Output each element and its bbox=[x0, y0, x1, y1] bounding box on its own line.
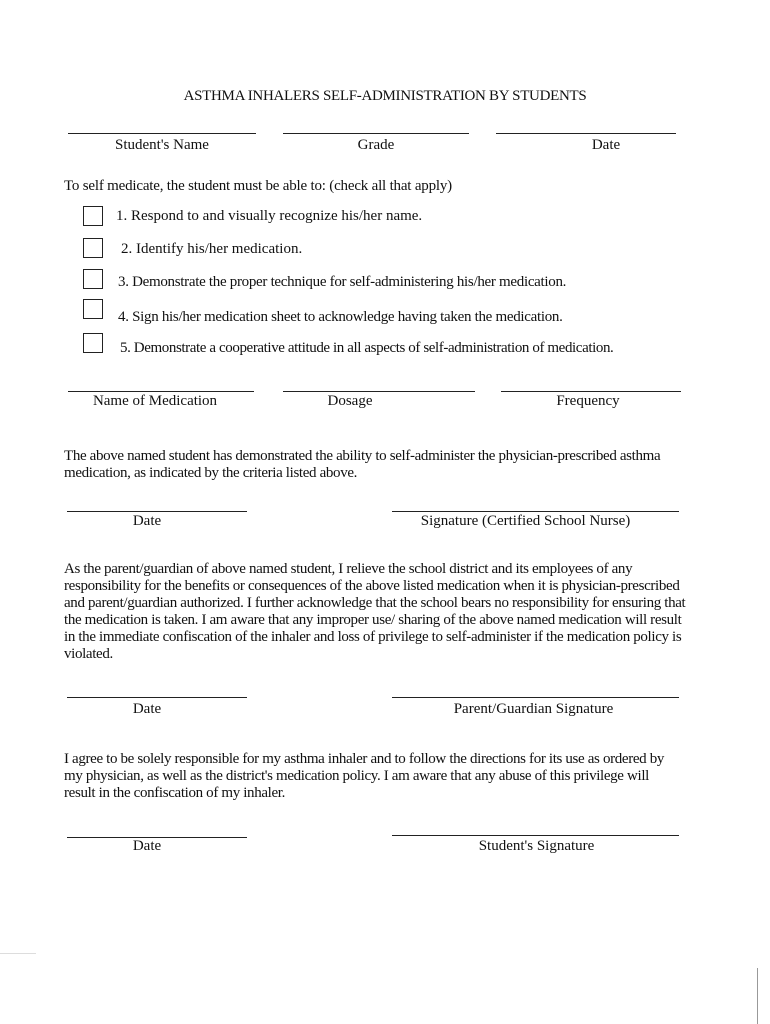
student-name-label: Student's Name bbox=[115, 137, 209, 153]
criterion-5-label: 5. Demonstrate a cooperative attitude in all aspects of self-administration of medication. bbox=[120, 340, 614, 356]
frequency-line[interactable] bbox=[501, 391, 681, 392]
parent-signature-line[interactable] bbox=[392, 697, 679, 698]
criterion-1-label: 1. Respond to and visually recognize his/her name. bbox=[116, 208, 423, 224]
nurse-signature-label: Signature (Certified School Nurse) bbox=[420, 513, 631, 529]
page-edge-mark bbox=[0, 953, 36, 954]
medication-name-line[interactable] bbox=[68, 391, 254, 392]
page-edge-line bbox=[757, 968, 758, 1024]
parent-signature-label: Parent/Guardian Signature bbox=[453, 701, 614, 717]
student-signature-label: Student's Signature bbox=[478, 838, 595, 854]
student-name-line[interactable] bbox=[68, 133, 256, 134]
criterion-1-checkbox[interactable] bbox=[83, 206, 103, 226]
criterion-5-checkbox[interactable] bbox=[83, 333, 103, 353]
frequency-label: Frequency bbox=[556, 393, 620, 409]
criterion-3-checkbox[interactable] bbox=[83, 269, 103, 289]
dosage-label: Dosage bbox=[327, 393, 373, 409]
nurse-date-line[interactable] bbox=[67, 511, 247, 512]
parent-date-label: Date bbox=[132, 701, 162, 717]
dosage-line[interactable] bbox=[283, 391, 475, 392]
criterion-2-label: 2. Identify his/her medication. bbox=[121, 241, 303, 257]
nurse-date-label: Date bbox=[132, 513, 162, 529]
criterion-2-checkbox[interactable] bbox=[83, 238, 103, 258]
nurse-signature-line[interactable] bbox=[392, 511, 679, 512]
criterion-4-label: 4. Sign his/her medication sheet to acknowledge having taken the medication. bbox=[118, 309, 563, 325]
parent-statement: As the parent/guardian of above named student, I relieve the school district and its employees of any responsibility for the benefits or consequences of the above listed medication when it is physician-prescribed and parent/guardian authorized. I further acknowledge that the school bears no responsibility for ensuring that the medication is taken. I am aware that any improper use/ sharing of the above named medication will result in the immediate confiscation of the inhaler and loss of privilege to self-administer if the medication policy is violated. bbox=[64, 561, 686, 662]
criteria-intro: To self medicate, the student must be able to: (check all that apply) bbox=[64, 178, 452, 194]
student-signature-line[interactable] bbox=[392, 835, 679, 836]
parent-date-line[interactable] bbox=[67, 697, 247, 698]
form-title: ASTHMA INHALERS SELF-ADMINISTRATION BY STUDENTS bbox=[183, 88, 587, 104]
grade-line[interactable] bbox=[283, 133, 469, 134]
nurse-statement: The above named student has demonstrated the ability to self-administer the physician-prescribed asthma medication, as indicated by the criteria listed above. bbox=[64, 448, 661, 481]
student-date-label: Date bbox=[132, 838, 162, 854]
date-line[interactable] bbox=[496, 133, 676, 134]
date-label: Date bbox=[591, 137, 621, 153]
medication-name-label: Name of Medication bbox=[92, 393, 218, 409]
criterion-4-checkbox[interactable] bbox=[83, 299, 103, 319]
grade-label: Grade bbox=[357, 137, 395, 153]
student-statement: I agree to be solely responsible for my asthma inhaler and to follow the directions for its use as ordered by my physician, as well as the district's medication policy. I am aware that any abuse of this privilege will result in the confiscation of my inhaler. bbox=[64, 751, 665, 801]
criterion-3-label: 3. Demonstrate the proper technique for self-administering his/her medication. bbox=[118, 274, 567, 290]
